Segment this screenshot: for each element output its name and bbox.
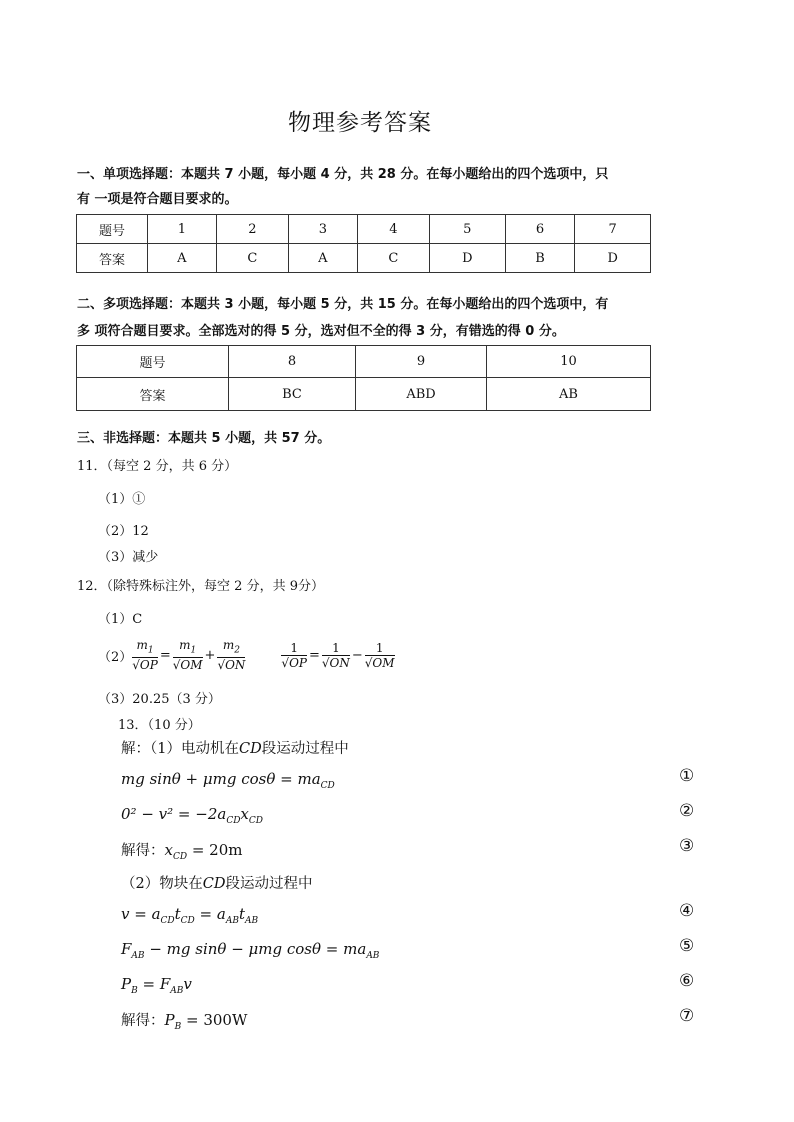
- row-label: 答案: [77, 378, 229, 411]
- equation-marker-4: ④: [679, 901, 695, 921]
- q13-part2-intro: （2）物块在CD段运动过程中: [121, 876, 313, 892]
- table-row-answers: [77, 378, 651, 411]
- answer-cell: D: [430, 244, 506, 273]
- section1-line1: 一、单项选择题：本题共 7 小题，每小题 4 分，共 28 分。在每小题给出的四个选项中，只: [77, 167, 609, 182]
- q12-answer-1: （1）C: [98, 612, 143, 627]
- equation-marker-6: ⑥: [679, 971, 695, 991]
- equation-6: $P_B = F_{AB}v$: [121, 975, 192, 996]
- question-number: 2: [216, 215, 288, 244]
- equation-marker-1: ①: [679, 766, 695, 786]
- q12-answer-2-prefix: （2）: [98, 649, 133, 665]
- equation-marker-2: ②: [679, 801, 695, 821]
- q13-header: 13．（10 分）: [118, 718, 201, 733]
- q12-answer-3: （3）20.25（3 分）: [98, 692, 221, 707]
- section3-header: 三、非选择题：本题共 5 小题，共 57 分。: [77, 431, 331, 446]
- equation-marker-5: ⑤: [679, 936, 695, 956]
- question-number: 4: [357, 215, 429, 244]
- row-label: 题号: [77, 215, 148, 244]
- answer-cell: B: [505, 244, 575, 273]
- q11-answer-3: （3）减少: [98, 550, 159, 565]
- single-choice-answer-table: [76, 214, 651, 273]
- equation-5: $F_{AB}$ − mg sinθ − μmg $\cos\theta = ma_{AB}$: [121, 940, 380, 961]
- answer-cell: D: [575, 244, 651, 273]
- question-number: 6: [505, 215, 575, 244]
- momentum-equation: $\frac{m_1}{√OP}$ = $\frac{m_1}{√OM}$ + $\frac{m_2}{√ON}$: [132, 637, 246, 673]
- section1-line2: 有 一项是符合题目要求的。: [77, 192, 238, 207]
- equation-marker-7: ⑦: [679, 1006, 695, 1026]
- question-number: 9: [356, 346, 487, 378]
- table-row-answers: [77, 244, 651, 273]
- section2-line2: 多 项符合题目要求。全部选对的得 5 分，选对但不全的得 3 分，有错选的得 0 分。: [77, 324, 565, 339]
- question-number: 5: [430, 215, 506, 244]
- result-1: 解得：$x_{CD} = 20m$: [121, 841, 243, 862]
- question-number: 10: [487, 346, 651, 378]
- equation-4: $v = a_{CD}t_{CD} = a_{AB}t_{AB}$: [121, 905, 259, 926]
- answer-cell: AB: [487, 378, 651, 411]
- answer-cell: C: [216, 244, 288, 273]
- q12-header: 12．（除特殊标注外，每空 2 分，共 9分）: [77, 579, 324, 594]
- q12-answer-2: [98, 638, 395, 672]
- elastic-collision-equation: $\frac{1}{√OP}$ = $\frac{1}{√ON}$ − $\frac{1}{√OM}$: [281, 640, 395, 670]
- answer-cell: A: [148, 244, 217, 273]
- q11-answer-1: （1）①: [98, 492, 146, 507]
- row-label: 题号: [77, 346, 229, 378]
- table-row-numbers: [77, 346, 651, 378]
- section2-line1: 二、多项选择题：本题共 3 小题，每小题 5 分，共 15 分。在每小题给出的四个选项中，有: [77, 297, 609, 312]
- q11-header: 11．（每空 2 分，共 6 分）: [77, 459, 238, 474]
- equation-1: mg sinθ + μmg $\cos\theta = ma_{CD}$: [121, 770, 335, 791]
- answer-cell: C: [357, 244, 429, 273]
- equation-2: $0^2 - v^2 = -2a_{CD}x_{CD}$: [121, 805, 263, 826]
- answer-cell: A: [289, 244, 358, 273]
- equation-marker-3: ③: [679, 836, 695, 856]
- q13-part1-intro: 解：（1）电动机在CD段运动过程中: [121, 741, 349, 757]
- question-number: 3: [289, 215, 358, 244]
- answer-cell: BC: [229, 378, 356, 411]
- question-number: 8: [229, 346, 356, 378]
- table-row-numbers: [77, 215, 651, 244]
- multi-choice-answer-table: [76, 345, 651, 411]
- result-2: 解得：$P_B = 300W$: [121, 1011, 248, 1032]
- answer-cell: ABD: [356, 378, 487, 411]
- page-title: 物理参考答案: [288, 110, 432, 136]
- row-label: 答案: [77, 244, 148, 273]
- question-number: 1: [148, 215, 217, 244]
- q11-answer-2: （2）12: [98, 524, 149, 539]
- question-number: 7: [575, 215, 651, 244]
